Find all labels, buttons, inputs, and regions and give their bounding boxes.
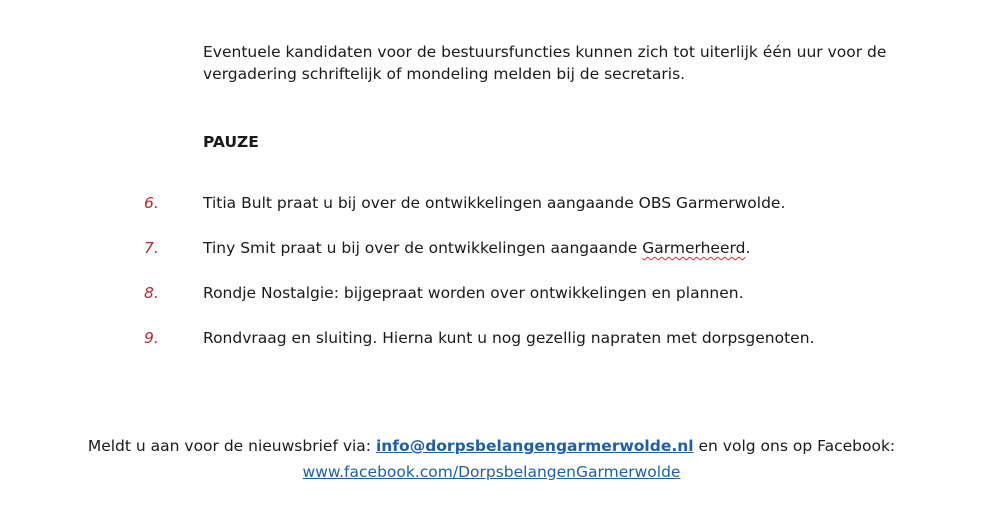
spellcheck-flagged-word[interactable]: Garmerheerd <box>642 239 746 257</box>
newsletter-prefix: Meldt u aan voor de nieuwsbrief via: <box>87 437 376 455</box>
intro-line-1: Eventuele kandidaten voor de bestuursfuncties kunnen zich tot uiterlijk één uur voor de <box>203 43 887 61</box>
agenda-text-after: . <box>745 239 751 257</box>
agenda-text-before: Tiny Smit praat u bij over de ontwikkelingen aangaande <box>203 239 643 257</box>
agenda-text <box>203 237 750 259</box>
agenda-number: 7. <box>144 239 159 257</box>
agenda-number: 9. <box>144 329 159 347</box>
newsletter-suffix: en volg ons op Facebook: <box>693 437 896 455</box>
agenda-number: 8. <box>144 284 159 302</box>
pauze-heading: PAUZE <box>203 133 259 151</box>
agenda-text: Rondje Nostalgie: bijgepraat worden over ontwikkelingen en plannen. <box>203 284 744 302</box>
agenda-text: Rondvraag en sluiting. Hierna kunt u nog gezellig napraten met dorpsgenoten. <box>203 329 815 347</box>
intro-line-2: vergadering schriftelijk of mondeling melden bij de secretaris. <box>203 65 686 83</box>
facebook-line <box>0 459 983 485</box>
agenda-text: Titia Bult praat u bij over de ontwikkelingen aangaande OBS Garmerwolde. <box>203 194 786 212</box>
agenda-item-8 <box>0 282 983 304</box>
agenda-item-6 <box>0 192 983 214</box>
intro-paragraph <box>203 41 903 85</box>
facebook-link[interactable]: www.facebook.com/DorpsbelangenGarmerwolde <box>302 463 681 481</box>
agenda-item-7 <box>0 237 983 259</box>
agenda-item-9 <box>0 327 983 349</box>
email-link[interactable]: info@dorpsbelangengarmerwolde.nl <box>375 437 694 455</box>
agenda-number: 6. <box>144 194 159 212</box>
newsletter-line <box>0 433 983 459</box>
